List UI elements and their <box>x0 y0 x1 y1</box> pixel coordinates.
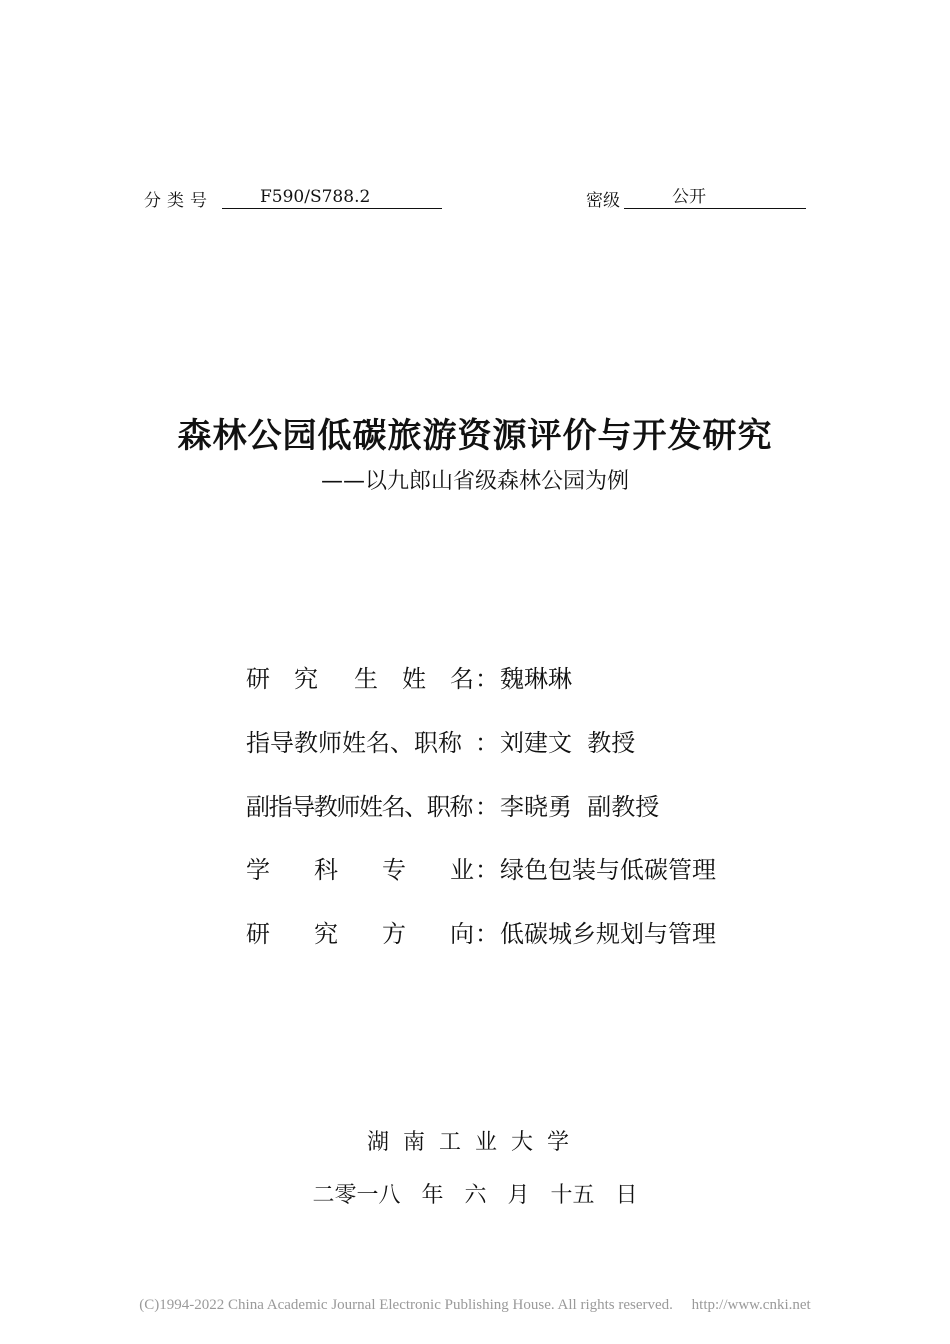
info-label: 指导教师姓名、职称 <box>246 728 462 757</box>
thesis-title: 森林公园低碳旅游资源评价与开发研究 <box>177 416 773 456</box>
info-value: 低碳城乡规划与管理 <box>500 919 716 948</box>
secrecy-value: 公开 <box>624 186 806 209</box>
info-colon: ： <box>475 792 499 821</box>
info-row-major <box>246 850 716 884</box>
info-colon: ： <box>475 919 499 948</box>
info-row-advisor <box>246 723 635 757</box>
thesis-subtitle: ——以九郎山省级森林公园为例 <box>320 469 629 494</box>
thesis-date: 二零一八 年 六 月 十五 日 <box>312 1183 638 1208</box>
secrecy-label: 密级 <box>586 191 620 211</box>
info-label: 研 究 方 向 <box>246 919 474 948</box>
info-colon: ： <box>475 855 499 884</box>
info-row-co-advisor <box>246 787 659 821</box>
school-name: 湖南工业大学 <box>366 1130 583 1155</box>
info-label: 副指导教师姓名、职称 <box>246 792 472 821</box>
classification-label: 分类号 <box>144 191 213 211</box>
info-value: 魏琳琳 <box>500 664 572 693</box>
info-colon: ： <box>475 728 499 757</box>
info-value: 刘建文 教授 <box>500 728 636 757</box>
info-row-student <box>246 659 572 693</box>
info-value: 李晓勇 副教授 <box>500 792 660 821</box>
info-value: 绿色包装与低碳管理 <box>500 855 716 884</box>
copyright-notice: (C)1994-2022 China Academic Journal Electronic Publishing House. All rights reserved. http://www.cnki.net <box>139 1297 811 1313</box>
info-label: 研 究 生 姓 名 <box>246 664 474 693</box>
classification-value: F590/S788.2 <box>222 186 442 209</box>
info-label: 学 科 专 业 <box>246 855 474 884</box>
info-colon: ： <box>475 664 499 693</box>
info-row-direction <box>246 914 716 948</box>
